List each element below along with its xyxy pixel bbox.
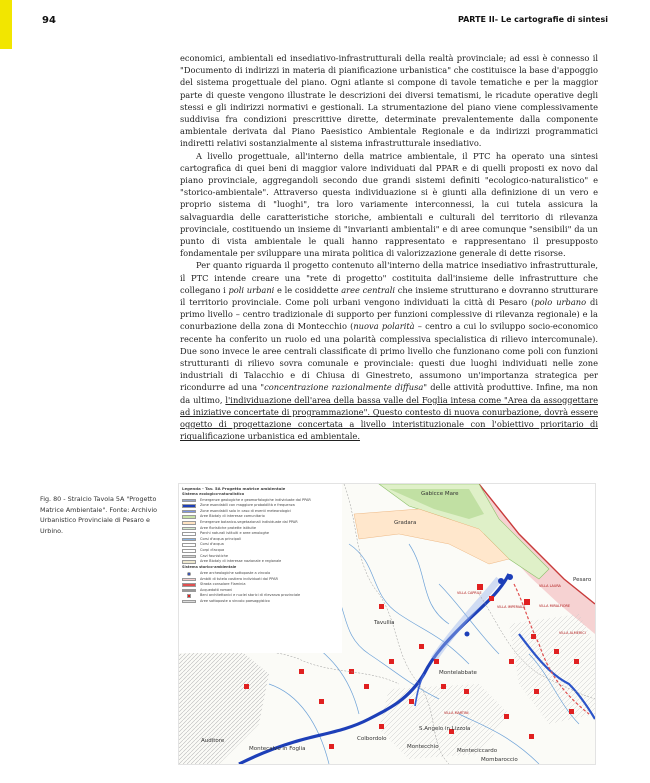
map-place-name: Pesaro bbox=[573, 577, 592, 583]
legend-label: Zone esondabili con maggiore probabilità e frequenza bbox=[200, 503, 295, 508]
legend-label: Aree floristiche protette istituite bbox=[200, 525, 256, 530]
legend-label: Emergenze geologiche e geomorfologiche individuate dal PPAR bbox=[200, 497, 311, 502]
map-place-name: Gradara bbox=[394, 520, 417, 526]
map-place-name: Monteciccardo bbox=[457, 748, 498, 754]
legend-section-title: Sistema ecologico-naturalistico bbox=[182, 492, 245, 497]
running-title: PARTE II- Le cartografie di sintesi bbox=[457, 15, 608, 24]
archaeological-site-dot bbox=[498, 578, 504, 584]
legend-swatch bbox=[182, 538, 196, 542]
underlined-passage: l'individuazione dell'area della bassa valle del Foglia intesa come "Area da assoggettare ad iniziative concertate di programmazione". Questo contesto di nuova conurbazione, dovrà essere oggetto di progettazione concertata a livello interistituzionale con l'obiettivo prioritario di riqualificazione urbanistica ed ambientale. bbox=[180, 394, 598, 442]
map-legend bbox=[179, 484, 342, 653]
legend-section-title: Sistema storico-ambientale bbox=[182, 565, 237, 570]
map-figure bbox=[178, 483, 596, 765]
legend-ecological-list bbox=[182, 498, 339, 565]
legend-historical-list bbox=[182, 571, 339, 605]
legend-label: Beni architettonici e nuclei storici di rilevanza provinciale bbox=[200, 593, 301, 598]
legend-label: Zone esondabili solo in caso di eventi meteorologici bbox=[200, 508, 291, 513]
legend-swatch bbox=[182, 543, 196, 547]
legend-swatch bbox=[182, 549, 196, 553]
map-villa-label: VILLA IMPERIALE bbox=[497, 605, 526, 609]
legend-swatch bbox=[182, 527, 196, 531]
legend-swatch bbox=[182, 583, 196, 587]
legend-label: Ambiti di tutela costiera individuati dal PPAR bbox=[200, 576, 278, 581]
italic-term: poli urbani bbox=[228, 284, 275, 295]
text-run: delle attività produttive. Infine, ma non da ultimo, bbox=[180, 382, 599, 405]
map-villa-label: VILLA MARTINI bbox=[444, 711, 469, 715]
legend-label: Acquedotti romani bbox=[200, 587, 233, 592]
legend-swatch bbox=[182, 515, 196, 519]
paragraph-1: economici, ambientali ed insediativo-infrastrutturali della realtà provinciale; ad essi è connesso il "Documento di indirizzi in materia di pianificazione urbanistica" che costituisce la base d'appoggio del sistema progettuale del piano. Ogni atlante si compone di tavole tematiche e per la maggior parte di queste vengono illustrate le descrizioni dei diversi tematismi, le ricadute operative degli stessi e gli indirizzi normativi e gestionali. La strumentazione del piano viene complessivamente suddivisa fra condizioni prescrittive dirette, determinate prevalentemente dalla componente ambientale derivata dal Piano Paesistico Ambientale Regionale e da indirizzi programmatici indiretti relativi sostanzialmente al sistema infrastrutturale insediativo. bbox=[180, 53, 598, 149]
legend-swatch bbox=[187, 572, 191, 576]
italic-term: aree centrali bbox=[341, 284, 396, 295]
map-place-name: Tavullia bbox=[374, 620, 395, 626]
legend-label: Aree Biotaly di interesse comunitario bbox=[200, 514, 265, 519]
legend-swatch bbox=[182, 600, 196, 604]
map-place-name: Montecalvo in Foglia bbox=[249, 746, 306, 752]
legend-label: Aree archeologiche sottoposte a vincolo bbox=[200, 570, 271, 575]
legend-label: Emergenze botanico-vegetazionali individuate dal PPAR bbox=[200, 520, 298, 525]
legend-swatch bbox=[182, 504, 196, 508]
legend-label: Cavi faunistiche bbox=[200, 553, 228, 558]
legend-swatch bbox=[182, 510, 196, 514]
legend-item bbox=[182, 559, 339, 565]
article-body bbox=[180, 52, 598, 443]
legend-title: Legenda - Tav. 5A Progetto matrice ambientale bbox=[182, 486, 286, 491]
legend-swatch bbox=[182, 560, 196, 564]
page-number: 94 bbox=[42, 15, 56, 26]
map-villa-label: VILLA ALMERICI bbox=[559, 631, 586, 635]
map-place-name: Gabicce Mare bbox=[421, 491, 459, 497]
legend-label: Corsi d'acqua principali bbox=[200, 536, 241, 541]
paragraph-2: A livello progettuale, all'interno della matrice ambientale, il PTC ha operato una sintesi cartografica di quei beni di maggior valore individuati dal PPAR e di quelli proposti ex novo dal piano provinciale, aggregandoli secondo due grandi sistemi definiti "ecologico-naturalistico" e "storico-ambientale". Attraverso questa individuazione si è giunti alla definizione di un vero e proprio sistema di "luoghi", tra loro variamente interconnessi, la cui tutela assicura la salvaguardia delle caratteristiche storiche, ambientali e culturali del territorio di rilevanza provinciale, costituendo un insieme di "invarianti ambientali" e di aree comunque "sensibili" da un punto di vista ambientale le quali hanno rappresentato e rappresentano il presupposto fondamentale per sviluppare una mirata politica di valorizzazione generale di dette risorse. bbox=[180, 150, 598, 259]
map-place-name: Auditore bbox=[201, 738, 225, 744]
legend-swatch bbox=[182, 499, 196, 503]
legend-swatch bbox=[182, 578, 196, 582]
italic-term: nuova polarità bbox=[353, 321, 415, 332]
archaeological-site-dot bbox=[507, 574, 513, 580]
text-run: di primo livello – centro tradizionale di supporto per funzioni complessive di rilevanza regionale) e la conurbazione della zona di Montecchio ( bbox=[180, 297, 599, 332]
archaeological-site-dot bbox=[465, 632, 470, 637]
legend-label: Aree Biotaly di interesse nazionale e regionale bbox=[200, 559, 282, 564]
figure-caption: Fig. 80 - Stralcio Tavola 5A "Progetto Matrice Ambientale". Fonte: Archivio Urbanistico Provinciale di Pesaro e Urbino. bbox=[40, 495, 158, 535]
map-villa-label: VILLA MIRALFIORE bbox=[539, 604, 571, 608]
legend-label: Corpi d'acqua bbox=[200, 548, 225, 553]
legend-label: Corsi d'acqua bbox=[200, 542, 224, 547]
map-place-name: Colbordolo bbox=[357, 736, 387, 742]
legend-swatch bbox=[182, 589, 196, 593]
text-run: – centro a cui lo sviluppo socio-economico recente ha conferito un ruolo ed una polarità complessiva specialistica di rilievo intercomunale). Due sono invece le aree centrali classificate di primo livello che funzionano come poli con funzioni strutturanti di rilievo sovra comunale e provinciale: questi due luoghi individuati nelle zone industriali di Talacchio e di Chiusa di Ginestreto, assumono un'importanza strategica per ricondurre ad una bbox=[180, 321, 598, 393]
italic-term: polo urbano bbox=[534, 297, 587, 308]
legend-label: Parchi naturali istituiti e aree omologhe bbox=[200, 531, 270, 536]
map-place-name: Montelabbate bbox=[439, 670, 477, 676]
text-run: che insieme strutturano e dovranno strutturare il territorio provinciale. Come poli urbani vengono individuati la città di Pesaro ( bbox=[180, 284, 598, 308]
text-run: Per quanto riguarda il progetto contenuto all'interno della matrice insediativo infrastrutturale, il PTC intende creare una "rete di progetto" costituita dall'insieme delle infrastrutture che collegano i bbox=[180, 260, 598, 295]
text-run: e le cosiddette bbox=[274, 284, 342, 295]
legend-swatch bbox=[182, 521, 196, 525]
legend-item bbox=[182, 599, 339, 605]
map-place-name: Montecchio bbox=[407, 744, 439, 750]
map-villa-label: VILLA LAURA bbox=[539, 584, 561, 588]
italic-term: "concentrazione razionalmente diffusa" bbox=[260, 382, 428, 393]
legend-label: Aree sottoposte a vincolo paesaggistico bbox=[200, 598, 270, 603]
section-color-tab bbox=[0, 0, 12, 49]
legend-label: Strada consolare Flaminia bbox=[200, 582, 246, 587]
legend-swatch bbox=[182, 555, 196, 559]
map-villa-label: VILLA CAPRILE bbox=[457, 591, 482, 595]
map-place-name: Mombaroccio bbox=[481, 757, 518, 763]
legend-swatch bbox=[187, 594, 191, 598]
paragraph-3 bbox=[180, 259, 598, 442]
legend-swatch bbox=[182, 532, 196, 536]
map-place-name: S.Angelo in Lizzola bbox=[419, 726, 471, 732]
